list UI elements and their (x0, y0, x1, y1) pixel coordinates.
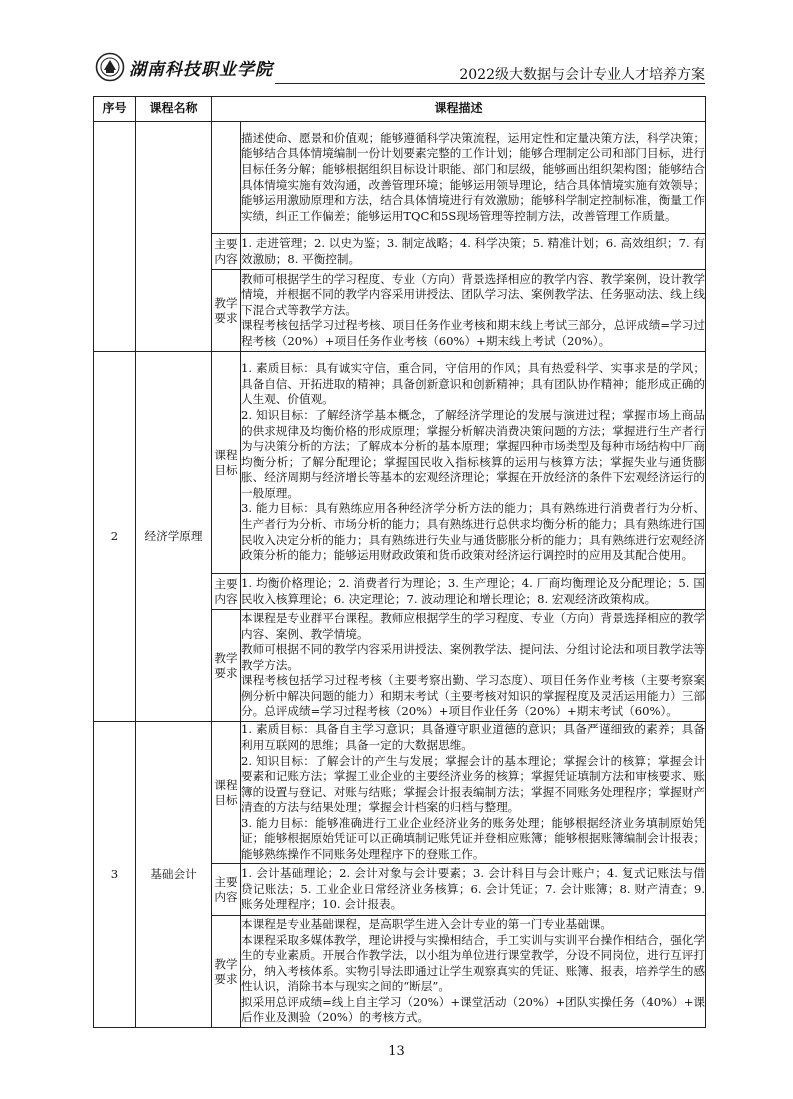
course-number-cell (94, 122, 136, 352)
course-number: 3 (94, 722, 136, 1028)
course-name-cell (136, 122, 212, 352)
objective-quality: 1. 素质目标：具有诚实守信，重合同，守信用的作风；具有热爱科学、实事求是的学风；具备自信、开拓进取的精神；具备创新意识和创新精神；具有团队协作精神；能形成正确的人生观、价值观。 (241, 361, 706, 407)
school-name: 湖南科技职业学院 (129, 60, 273, 80)
content-label: 主要内容 (212, 234, 241, 270)
course-table (93, 96, 706, 1028)
objective-ability: 3. 能力目标：能够准确进行工业企业经济业务的账务处理；能够根据经济业务填制原始凭证；能够根据原始凭证可以正确填制记账凭证并登相应账簿；能够根据账簿编制会计报表；能够熟练操作不同账务处理程序下的登账工作。 (241, 815, 706, 862)
page-header (95, 52, 705, 86)
content-label: 主要内容 (212, 864, 241, 916)
objective-ability: 3. 能力目标：具有熟练应用各种经济学分析方法的能力；具有熟练进行消费者行为分析、生产者行为分析、市场分析的能力；具有熟练进行总供求均衡分析的能力；具有熟练进行国民收入决定分析的能力；具有熟练进行失业与通货膨胀分析的能力；具有熟练进行宏观经济政策分析的能力；能够运用财政政策和货币政策对经济运行调控时的应用及其配合使用。 (241, 501, 706, 563)
requirement-paragraph: 本课程是专业群平台课程。教师应根据学生的学习程度、专业（方向）背景选择相应的教学内容、案例、教学情境。 (241, 610, 706, 641)
requirement-paragraph: 拟采用总评成绩=线上自主学习（20%）+课堂活动（20%）+团队实操任务（40%）+课后作业及测验（20%）的考核方式。 (241, 994, 706, 1025)
objectives-text: 描述使命、愿景和价值观；能够遵循科学决策流程，运用定性和定量决策方法，科学决策；能够结合具体情境编制一份计划要素完整的工作计划；能够合理制定公司和部门目标，进行目标任务分解；能够根据组织目标设计职能、部门和层级，能够画出组织架构图；能够结合具体情境实施有效沟通，改善管理环境；能够运用领导理论，结合具体情境实施有效领导；能够运用激励原理和方法，结合具体情境进行有效激励；能够科学制定控制标准，衡量工作实绩，纠正工作偏差；能够运用TQC和5S现场管理等控制方法，改善管理工作质量。 (241, 122, 706, 234)
requirement-paragraph: 本课程是专业基础课程，是高职学生进入会计专业的第一门专业基础课。 (241, 916, 613, 931)
objective-knowledge: 2. 知识目标：了解经济学基本概念，了解经济学理论的发展与演进过程；掌握市场上商品的供求规律及均衡价格的形成原理；掌握分析解决消费决策问题的方法；掌握进行生产者行为与决策分析的方法；了解成本分析的基本原理；掌握四种市场类型及每种市场结构中厂商均衡分析；了解分配理论；掌握国民收入指标核算的运用与核算方法；掌握失业与通货膨胀、经济周期与经济增长等基本的宏观经济理论；掌握在开放经济的条件下宏观经济运行的一般原理。 (241, 407, 706, 500)
document-title: 2022级大数据与会计专业人才培养方案 (459, 67, 705, 83)
table-row (94, 722, 706, 864)
requirement-label: 教学要求 (212, 610, 241, 722)
sub-label-cell (212, 122, 241, 234)
col-header-number: 序号 (94, 97, 136, 122)
requirement-paragraph: 课程考核包括学习过程考核（主要考察出勤、学习态度）、项目任务作业考核（主要考察案例分析中解决问题的能力）和期末考试（主要考核对知识的掌握程度及灵活运用能力）三部分。总评成绩=学习过程考核（20%）+项目作业任务（20%）+期末考试（60%）。 (241, 673, 706, 719)
requirement-text (241, 610, 706, 722)
requirement-label: 教学要求 (212, 916, 241, 1028)
content-text: 1. 均衡价格理论；2. 消费者行为理论；3. 生产理论；4. 厂商均衡理论及分配理论；5. 国民收入核算理论；6. 决定理论；7. 波动理论和增长理论；8. 宏观经济政策构成。 (241, 574, 706, 610)
requirement-text (241, 916, 706, 1028)
col-header-description: 课程描述 (212, 97, 706, 122)
content-text: 1. 会计基础理论；2. 会计对象与会计要素；3. 会计科目与会计账户；4. 复式记账法与借贷记账法；5. 工业企业日常经济业务核算；6. 会计凭证；7. 会计账簿；8. 财产清查；9. 账务处理程序；10. 会计报表。 (241, 864, 706, 916)
objectives-label: 课程目标 (212, 722, 241, 864)
col-header-course-name: 课程名称 (136, 97, 212, 122)
course-name: 基础会计 (136, 722, 212, 1028)
table-header-row (94, 97, 706, 122)
course-number: 2 (94, 352, 136, 722)
table-row (94, 352, 706, 574)
requirement-paragraph: 本课程采取多媒体教学，理论讲授与实操相结合，手工实训与实训平台操作相结合，强化学生的专业素质。开展合作教学法，以小组为单位进行课堂教学，分设不同岗位，进行互评打分，纳入考核体系。实物引导法即通过让学生观察真实的凭证、账簿、报表，培养学生的感性认识，消除书本与现实之间的“断层”。 (241, 932, 706, 994)
objectives-text (241, 722, 706, 864)
requirement-paragraph: 教师可根据学生的学习程度、专业（方向）背景选择相应的教学内容、教学案例，设计教学情境，并根据不同的教学内容采用讲授法、团队学习法、案例教学法、任务驱动法、线上线下混合式等教学方法。 (241, 271, 706, 317)
table-row (94, 122, 706, 234)
course-name: 经济学原理 (136, 352, 212, 722)
header-rule (275, 83, 705, 84)
page-number: 13 (388, 1044, 405, 1059)
requirement-paragraph: 课程考核包括学习过程考核、项目任务作业考核和期末线上考试三部分，总评成绩=学习过程考核（20%）+项目任务作业考核（60%）+期末线上考试（20%）。 (241, 318, 706, 348)
requirement-text (241, 270, 706, 352)
objective-quality: 1. 素质目标：具备自主学习意识；具备遵守职业道德的意识；具备严谨细致的素养；具备利用互联网的思维；具备一定的大数据思维。 (241, 722, 706, 752)
content-label: 主要内容 (212, 574, 241, 610)
requirement-paragraph: 教师可根据不同的教学内容采用讲授法、案例教学法、提问法、分组讨论法和项目教学法等教学方法。 (241, 642, 706, 672)
objective-knowledge: 2. 知识目标：了解会计的产生与发展；掌握会计的基本理论；掌握会计的核算；掌握会计要素和记账方法；掌握工业企业的主要经济业务的核算；掌握凭证填制方法和审核要求、账簿的设置与登记、对账与结账；掌握会计报表编制方法；掌握不同账务处理程序；掌握财产清查的方法与结果处理；掌握会计档案的归档与整理。 (241, 753, 706, 815)
objectives-label: 课程目标 (212, 352, 241, 574)
school-logo-icon (95, 52, 125, 82)
objectives-text (241, 352, 706, 574)
requirement-label: 教学要求 (212, 270, 241, 352)
content-text: 1. 走进管理；2. 以史为鉴；3. 制定战略；4. 科学决策；5. 精准计划；6. 高效组织；7. 有效激励；8. 平衡控制。 (241, 234, 706, 270)
